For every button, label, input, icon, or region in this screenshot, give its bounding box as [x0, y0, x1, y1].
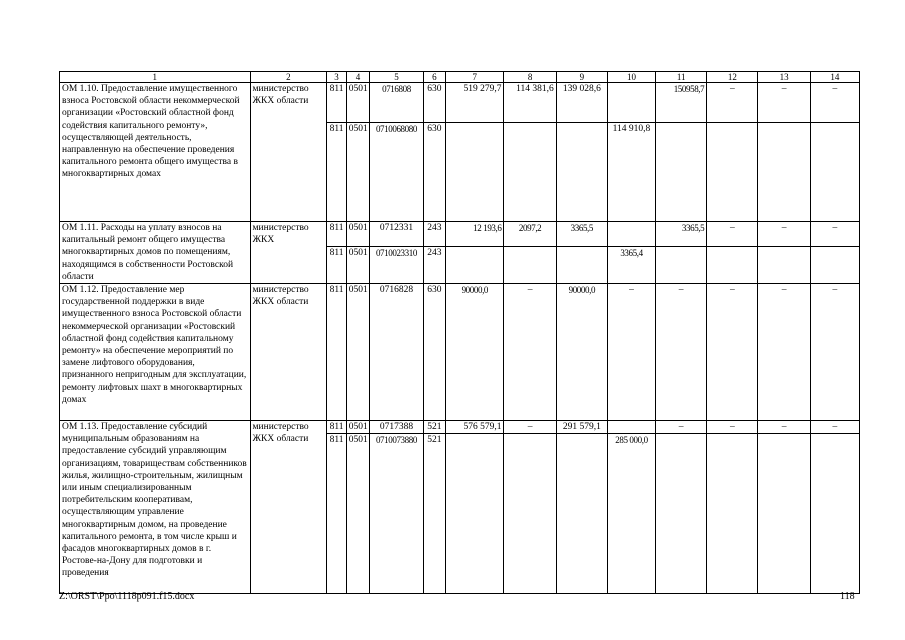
cell: 0501: [346, 421, 370, 434]
cell: –: [810, 421, 859, 434]
cell: –: [758, 421, 810, 434]
cell: 3365,4: [607, 247, 655, 284]
cell: [556, 123, 607, 222]
cell: 0501: [346, 247, 370, 284]
cell: [446, 434, 504, 594]
cell: –: [758, 83, 810, 123]
measure-name: ОМ 1.10. Предоставление имущественного взноса Ростовской области некоммерческой организации «Ростовский областной фонд содействия капитального ремонту», осуществляющей деятельность, направленную на обеспечение проведения капитального ремонта общего имущества в многоквартирных домах: [60, 83, 251, 222]
cell: [446, 247, 504, 284]
cell: 0710068080: [370, 123, 423, 222]
cell: 576 579,1: [446, 421, 504, 434]
table-row: [60, 222, 860, 247]
cell: 811: [327, 83, 346, 123]
executor: министерство ЖКХ области: [250, 83, 327, 222]
cell: –: [707, 421, 758, 434]
table-row: [60, 421, 860, 434]
cell: [556, 434, 607, 594]
cell: [446, 123, 504, 222]
cell: [810, 434, 859, 594]
cell: 0501: [346, 434, 370, 594]
header-row: [60, 72, 860, 83]
cell: [707, 247, 758, 284]
cell: 811: [327, 123, 346, 222]
cell: [810, 247, 859, 284]
measure-name: ОМ 1.12. Предоставление мер государственной поддержки в виде имущественного взноса Ростовской области некоммерческой организации «Ростовский областной фонд содействия капитальному ремонту» на обеспечение мероприятий по замене лифтового оборудования, признанного непригодным для эксплуатации, ремонту лифтовых шахт в многоквартирных домах: [60, 284, 251, 421]
cell: [758, 123, 810, 222]
cell: 114 381,6: [504, 83, 556, 123]
executor: министерство ЖКХ области: [250, 421, 327, 594]
cell: [556, 247, 607, 284]
cell: 0717388: [370, 421, 423, 434]
cell: 90000,0: [446, 284, 504, 421]
col-header: 13: [758, 72, 810, 83]
file-path: Z:\ORST\Ppo\1118p091.f15.docx: [59, 591, 195, 602]
cell: 285 000,0: [607, 434, 655, 594]
cell: 2097,2: [504, 222, 556, 247]
cell: 630: [423, 123, 446, 222]
cell: 0716808: [370, 83, 423, 123]
cell: 521: [423, 434, 446, 594]
cell: –: [810, 222, 859, 247]
cell: [656, 247, 707, 284]
table-row: [60, 83, 860, 123]
cell: 150958,7: [656, 83, 707, 123]
cell: 243: [423, 222, 446, 247]
col-header: 4: [346, 72, 370, 83]
cell: 630: [423, 284, 446, 421]
cell: 811: [327, 434, 346, 594]
cell: [758, 247, 810, 284]
cell: 0712331: [370, 222, 423, 247]
table-row: [60, 284, 860, 421]
cell: [504, 434, 556, 594]
cell: 811: [327, 247, 346, 284]
cell: 12 193,6: [446, 222, 504, 247]
page-number: 118: [840, 591, 855, 602]
cell: 90000,0: [556, 284, 607, 421]
col-header: 5: [370, 72, 423, 83]
cell: [607, 222, 655, 247]
cell: 0710073880: [370, 434, 423, 594]
col-header: 10: [607, 72, 655, 83]
col-header: 1: [60, 72, 251, 83]
col-header: 14: [810, 72, 859, 83]
cell: 3365,5: [556, 222, 607, 247]
cell: –: [656, 284, 707, 421]
cell: –: [656, 421, 707, 434]
cell: 139 028,6: [556, 83, 607, 123]
cell: 811: [327, 421, 346, 434]
cell: 519 279,7: [446, 83, 504, 123]
cell: 0501: [346, 284, 370, 421]
cell: –: [758, 284, 810, 421]
measure-name: ОМ 1.11. Расходы на уплату взносов на капитальный ремонт общего имущества многоквартирных домов по помещениям, находящимся в собственности Ростовской области: [60, 222, 251, 284]
cell: 243: [423, 247, 446, 284]
col-header: 9: [556, 72, 607, 83]
col-header: 11: [656, 72, 707, 83]
col-header: 8: [504, 72, 556, 83]
executor: министерство ЖКХ области: [250, 284, 327, 421]
cell: –: [607, 284, 655, 421]
col-header: 3: [327, 72, 346, 83]
cell: [656, 434, 707, 594]
cell: –: [504, 284, 556, 421]
cell: [707, 123, 758, 222]
cell: [758, 434, 810, 594]
cell: [607, 83, 655, 123]
cell: 0501: [346, 222, 370, 247]
cell: –: [707, 83, 758, 123]
cell: [607, 421, 655, 434]
cell: –: [810, 83, 859, 123]
cell: 521: [423, 421, 446, 434]
col-header: 2: [250, 72, 327, 83]
cell: [707, 434, 758, 594]
cell: 0501: [346, 123, 370, 222]
cell: –: [707, 284, 758, 421]
cell: [810, 123, 859, 222]
cell: 3365,5: [656, 222, 707, 247]
cell: 0501: [346, 83, 370, 123]
program-table: [59, 71, 860, 594]
cell: [504, 123, 556, 222]
cell: 811: [327, 222, 346, 247]
cell: 0716828: [370, 284, 423, 421]
measure-name: ОМ 1.13. Предоставление субсидий муниципальным образованиям на предоставление субсидий управляющим организациям, товариществам собственников жилья, жилищно-строительным, жилищным или иным специализированным потребительским кооперативам, осуществляющим управление многоквартирным домом, на проведение капитального ремонта, в том числе крыш и фасадов многоквартирных домов в г. Ростове-на-Дону для подготовки и проведения: [60, 421, 251, 594]
cell: –: [504, 421, 556, 434]
cell: –: [758, 222, 810, 247]
executor: министерство ЖКХ: [250, 222, 327, 284]
cell: 630: [423, 83, 446, 123]
col-header: 6: [423, 72, 446, 83]
cell: 811: [327, 284, 346, 421]
cell: 291 579,1: [556, 421, 607, 434]
cell: –: [810, 284, 859, 421]
cell: 114 910,8: [607, 123, 655, 222]
cell: –: [707, 222, 758, 247]
col-header: 12: [707, 72, 758, 83]
col-header: 7: [446, 72, 504, 83]
cell: [656, 123, 707, 222]
cell: 0710023310: [370, 247, 423, 284]
cell: [504, 247, 556, 284]
